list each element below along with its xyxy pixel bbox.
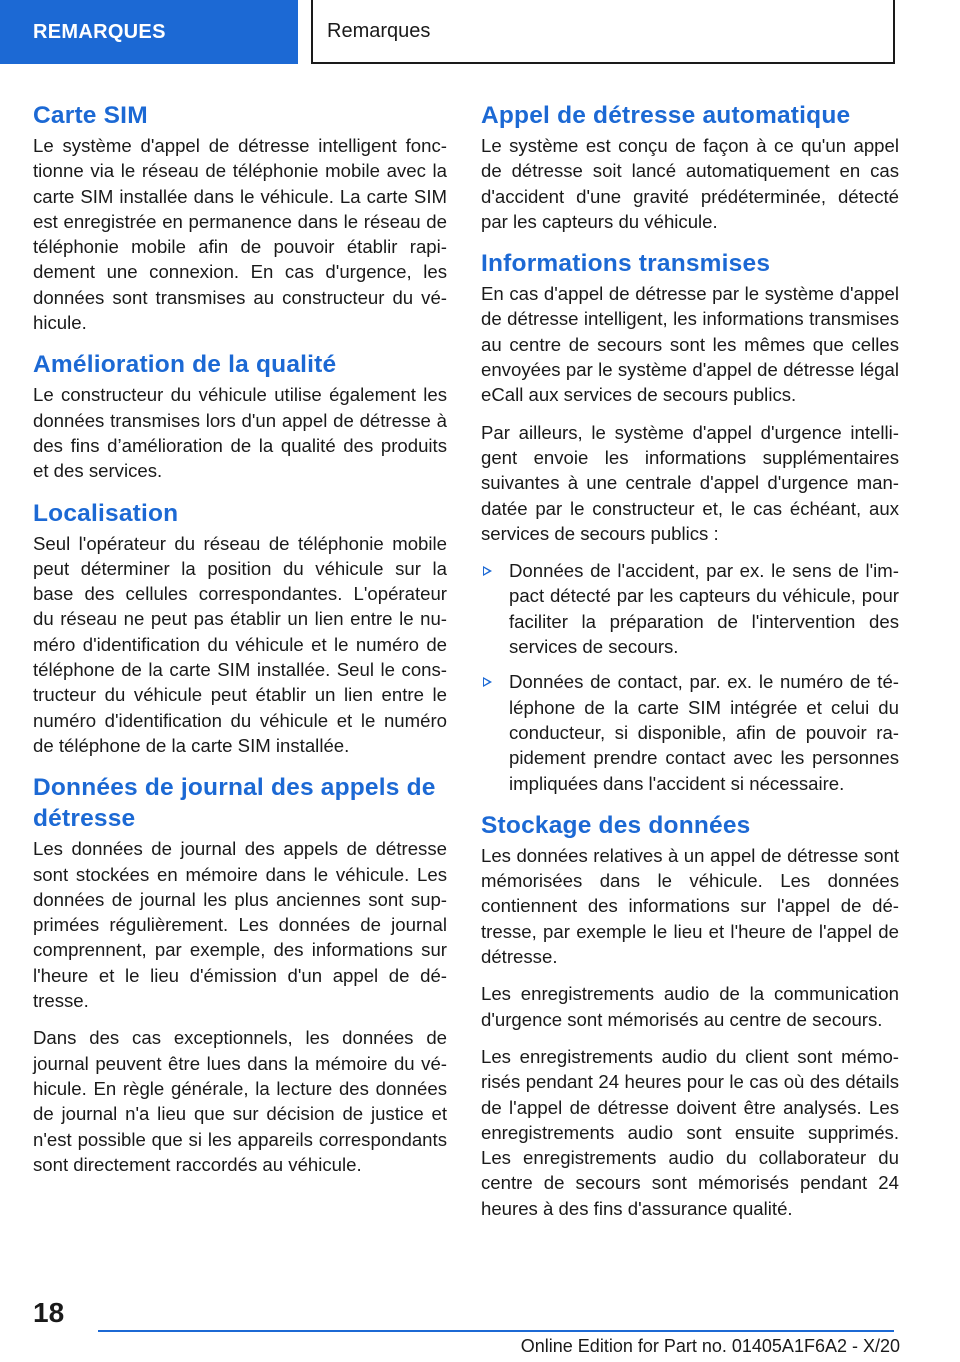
paragraph: Les données relatives à un appel de détresse sont mémorisées dans le véhicule. Les données contiennent des informations sur l'appel de détresse, par exemple le lieu et l'heure de l'appel de détresse. <box>481 844 899 968</box>
list-item <box>481 558 899 659</box>
triangle-bullet-icon <box>483 677 492 687</box>
triangle-bullet-icon <box>483 566 492 576</box>
paragraph: Par ailleurs, le système d'appel d'urgence intelligent envoie les informations supplémentaires suivantes à une centrale d'appel d'urgence mandatée par le constructeur et, le cas échéant, aux services de secours publics : <box>481 421 899 544</box>
heading-appel-automatique: Appel de détresse automatique <box>481 102 851 129</box>
paragraph: Le constructeur du véhicule utilise également les données transmises lors d'un appel de détresse à des fins d’amélioration de la qualité des produits et des services. <box>33 384 447 482</box>
heading-stockage-donnees: Stockage des données <box>481 811 751 839</box>
footer-edition-text: Online Edition for Part no. 01405A1F6A2 - X/20 <box>520 1336 900 1356</box>
paragraph: En cas d'appel de détresse par le système d'appel de détresse intelligent, les informations transmises au centre de secours sont les mêmes que celles envoyées par le système d'appel de détresse légal eCall aux services de secours publics. <box>481 283 899 406</box>
section-localisation <box>33 498 447 759</box>
list-item-text: Données de contact, par. ex. le numéro de téléphone de la carte SIM intégrée et celui du conducteur, si disponible, afin de pouvoir rapidement prendre contact avec les personnes impliquées dans l'accident si nécessaire. <box>509 671 899 794</box>
paragraph: Les enregistrements audio du client sont mémorisés pendant 24 heures pour le cas où des détails de l'appel de détresse doivent être analysés. Les enregistrements audio sont ensuite supprimés. Les enregistrements audio du collaborateur du centre de secours sont mémorisés pendant 24 heures à des fins d'assurance qualité. <box>481 1045 899 1219</box>
paragraph: Seul l'opérateur du réseau de téléphonie mobile peut déterminer la position du véhicule sur la base des cellules correspondantes. L'opérateur du réseau ne peut pas établir un lien entre le numéro d'identification du véhicule et le numéro de téléphone de la carte SIM installée. Seul le constructeur du véhicule peut établir un lien entre le numéro d'identification du véhicule et le numéro de téléphone de la carte SIM installée. <box>33 532 447 756</box>
heading-amelioration-qualite: Amélioration de la qualité <box>33 351 337 379</box>
section-stockage-donnees <box>481 810 899 1221</box>
page-number: 18 <box>33 1297 65 1328</box>
heading-donnees-journal: Données de journal des appels de détresse <box>33 774 436 833</box>
heading-carte-sim: Carte SIM <box>33 102 148 129</box>
bullet-list <box>481 558 899 796</box>
right-column <box>481 100 899 1235</box>
left-column <box>33 100 447 1191</box>
section-carte-sim <box>33 100 447 335</box>
paragraph: Les enregistrements audio de la communication d'urgence sont mémorisés au centre de secours. <box>481 983 899 1030</box>
list-item <box>481 669 899 795</box>
list-item-text: Données de l'accident, par ex. le sens de l'impact détecté par les capteurs du véhicule, pour faciliter la préparation de l'intervention des services de secours. <box>509 560 899 658</box>
paragraph: Le système est conçu de façon à ce qu'un appel de détresse soit lancé automatiquement en cas d'accident d'une gravité prédéterminée, détecté par les capteurs du véhicule. <box>481 135 899 232</box>
heading-informations-transmises: Informations transmises <box>481 250 771 278</box>
section-tab: REMARQUES <box>0 0 298 64</box>
paragraph: Le système d'appel de détresse intelligent fonctionne via le réseau de téléphonie mobile avec la carte SIM installée dans le véhicule. La carte SIM est enregistrée en permanence dans le réseau de téléphonie mobile afin de pouvoir établir rapidement une connexion. En cas d'urgence, les données sont transmises au constructeur du véhicule. <box>33 135 447 334</box>
section-title: Remarques <box>311 0 895 64</box>
section-informations-transmises <box>481 248 899 796</box>
paragraph: Les données de journal des appels de détresse sont stockées en mémoire dans le véhicule. Les données de journal les plus anciennes sont supprimées régulièrement. Les données de journal comprennent, par exemple, des informations sur l'heure et le lieu d'émission d'un appel de détresse. <box>33 838 447 1012</box>
footer-divider <box>98 1330 894 1332</box>
heading-localisation: Localisation <box>33 499 179 527</box>
section-donnees-journal <box>33 772 447 1177</box>
section-appel-automatique <box>481 100 899 234</box>
section-amelioration-qualite <box>33 349 447 483</box>
paragraph: Dans des cas exceptionnels, les données de journal peuvent être lues dans la mémoire du véhicule. En règle générale, la lecture des données de journal n'a lieu que sur décision de justice et n'est possible que si les appareils correspondants sont directement raccordés au véhicule. <box>33 1027 447 1175</box>
